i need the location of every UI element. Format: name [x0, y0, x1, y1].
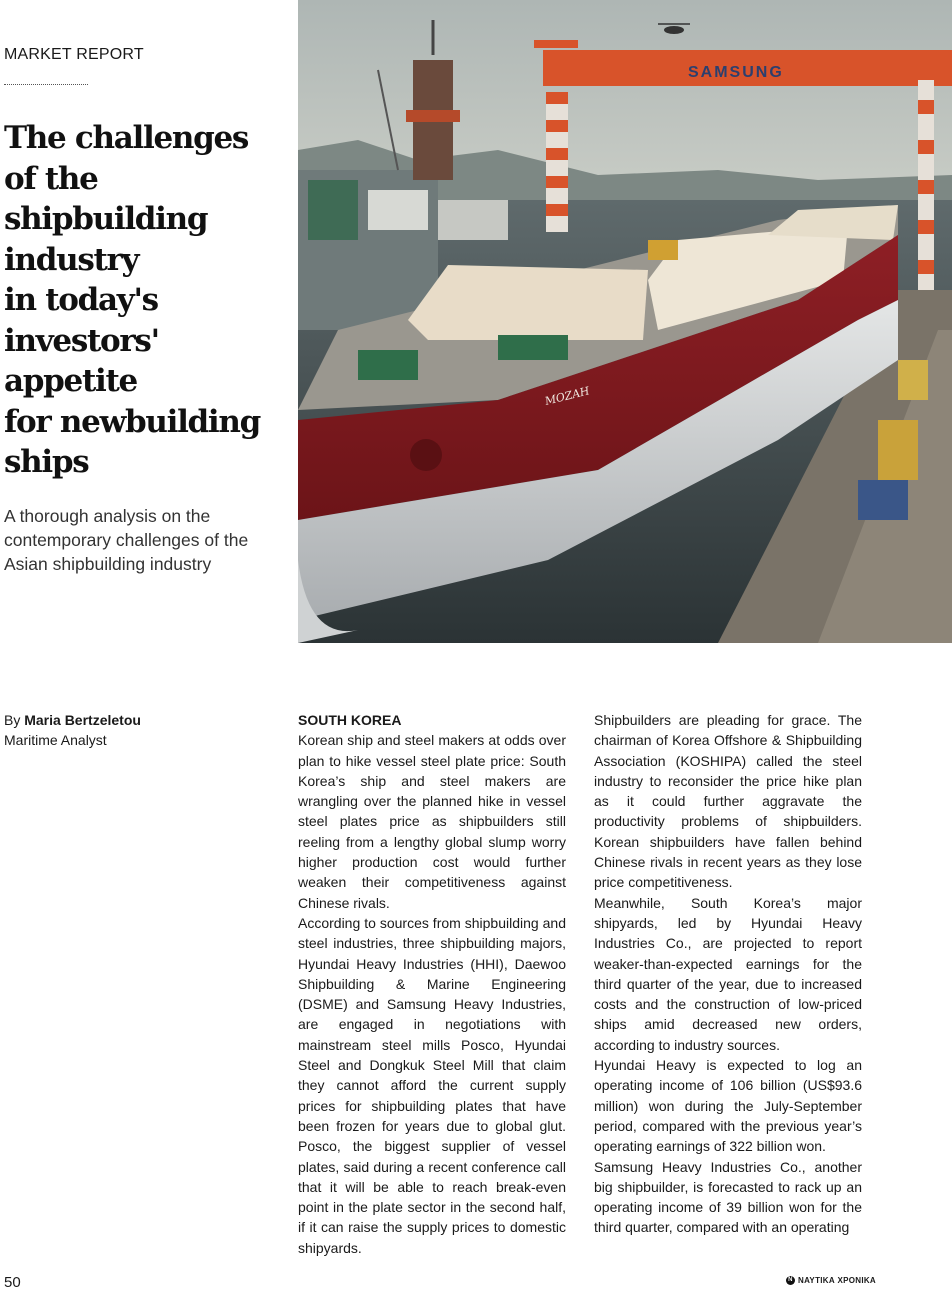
publication-name: ΝΑΥΤΙΚΑ ΧΡΟΝΙΚΑ [798, 1276, 876, 1285]
paragraph: Meanwhile, South Korea’s major shipyards, led by Hyundai Heavy Industries Co., are projected to report weaker-than-expected earnings for the third quarter of the year, due to increased costs and the construction of low-priced ships amid decreased new orders, according to industry sources. [594, 894, 862, 1053]
paragraph: Hyundai Heavy is expected to log an operating income of 106 billion (US$93.6 million) won during the July-September period, compared with the previous year’s operating earnings of 322 billion won. [594, 1057, 862, 1155]
title-line: The challenges [4, 120, 249, 156]
paragraph: According to sources from shipbuilding and steel industries, three shipbuilding majors, Hyundai Heavy Industries (HHI), Daewoo Shipbuilding & Marine Engineering (DSME) and Samsung Heavy Industries, are engaged in negotiations with mainstream steel mills Posco, Hyundai Steel and Dongkuk Steel Mill that claim they cannot afford the current supply prices for shipbuilding plates that have been frozen for years due to global glut. Posco, the biggest supplier of vessel plates, said during a recent conference call that it will be able to reach break-even point in the plate sector in the second half, if it can raise the supply prices to domestic shipyards. [298, 914, 566, 1256]
section-label: MARKET REPORT [4, 46, 144, 63]
author-name: Maria Bertzeletou [24, 712, 141, 728]
brand-logo-icon: N [786, 1276, 795, 1285]
publication-brand [786, 1276, 876, 1285]
article-column-1 [298, 710, 566, 1258]
title-line: ships [4, 444, 89, 480]
paragraph: Korean ship and steel makers at odds over plan to hike vessel steel plate price: South Korea’s ship and steel makers are wrangling over the planned hike in vessel steel plates price as shipbuilders still reeling from a lengthy global slump worry higher production cost would further weaken their competitiveness against Chinese rivals. [298, 732, 566, 911]
ship-name-text: MOZAH [543, 384, 591, 408]
page-number: 50 [4, 1274, 21, 1291]
section-heading: SOUTH KOREA [298, 712, 402, 728]
paragraph: Samsung Heavy Industries Co., another big shipbuilder, is forecasted to rack up an operating income of 39 billion won for the third quarter, compared with an operating [594, 1158, 862, 1236]
title-line: of the [4, 160, 98, 197]
crane-brand-text: SAMSUNG [688, 64, 784, 81]
article-title [4, 118, 294, 483]
title-line: shipbuilding [4, 201, 208, 237]
article-column-2 [594, 710, 862, 1238]
byline [4, 710, 141, 750]
article-subtitle: A thorough analysis on the contemporary challenges of the Asian shipbuilding industry [4, 506, 249, 574]
title-line: investors' [4, 322, 159, 359]
byline-prefix: By [4, 712, 21, 728]
section-divider [4, 84, 88, 85]
author-role: Maritime Analyst [4, 732, 107, 748]
title-line: in today's [4, 282, 158, 318]
hero-photo-shipyard [298, 0, 952, 643]
title-line: appetite [4, 363, 137, 399]
title-line: industry [4, 241, 139, 278]
title-line: for newbuilding [4, 403, 261, 440]
paragraph: Shipbuilders are pleading for grace. The chairman of Korea Offshore & Shipbuilding Association (KOSHIPA) called the steel industry to reconsider the price hike plan as it could further aggravate the productivity problems of shipbuilders. Korean shipbuilders have fallen behind Chinese rivals in recent years as they lose price competitiveness. [594, 712, 862, 891]
